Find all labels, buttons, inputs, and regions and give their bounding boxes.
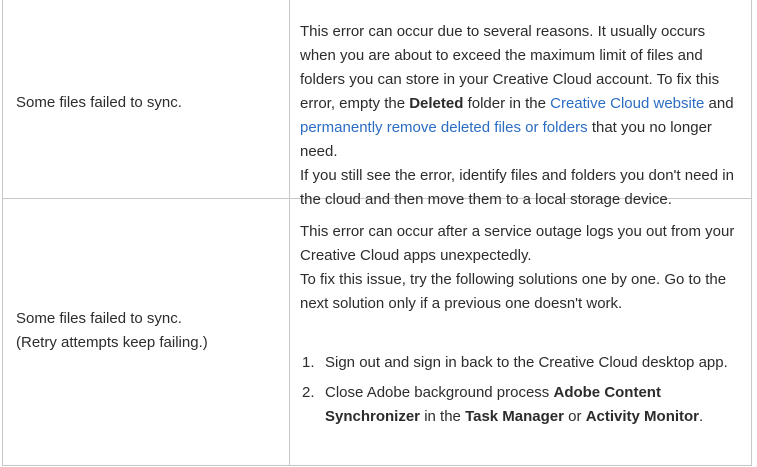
issue-cell	[3, 199, 290, 466]
spacer	[300, 316, 739, 351]
solution-paragraph: To fix this issue, try the following solutions one by one. Go to the next solution only if a previous one doesn't work.	[300, 271, 727, 312]
step-text-span: or	[564, 408, 586, 425]
solution-paragraph	[300, 20, 739, 164]
solution-paragraph: If you still see the error, identify files and folders you don't need in the cloud and then move them to a local storage device.	[300, 167, 734, 208]
troubleshooting-table	[2, 0, 752, 466]
solution-text	[290, 199, 751, 429]
deleted-folder-label: Deleted	[409, 95, 464, 112]
solution-steps-list	[300, 351, 739, 429]
table-row	[3, 0, 752, 199]
list-item	[302, 381, 739, 429]
task-manager-label: Task Manager	[465, 408, 564, 425]
step-text-span: in the	[420, 408, 466, 425]
solution-cell	[290, 199, 752, 466]
creative-cloud-website-link[interactable]: Creative Cloud website	[550, 95, 705, 112]
issue-line: Some files failed to sync.	[16, 310, 182, 327]
solution-text-span: This error can occur due to several reasons. It usually occurs when you are about to exceed the maximum limit of files and folders you can store in your Creative Cloud account. To fix this error, empty the	[300, 23, 720, 112]
solution-paragraph: This error can occur after a service outage logs you out from your Creative Cloud apps unexpectedly.	[300, 223, 735, 264]
solution-text-span: folder in the	[463, 95, 551, 112]
step-text	[325, 384, 703, 425]
step-text-span: Close Adobe background process	[325, 384, 554, 401]
table-row	[3, 199, 752, 466]
permanently-remove-deleted-files-link[interactable]: permanently remove deleted files or folders	[300, 119, 588, 136]
solution-text-span: that you no longer need.	[300, 119, 712, 160]
solution-text-span: and	[704, 95, 734, 112]
issue-text	[16, 307, 208, 355]
activity-monitor-label: Activity Monitor	[585, 408, 700, 425]
issue-text: Some files failed to sync.	[16, 94, 182, 111]
step-number: 1.	[302, 354, 315, 371]
issue-line: (Retry attempts keep failing.)	[16, 334, 208, 351]
step-text: Sign out and sign in back to the Creative Cloud desktop app.	[325, 354, 728, 371]
step-text-span: .	[699, 408, 704, 425]
step-number: 2.	[302, 384, 315, 401]
solution-text	[290, 0, 751, 212]
issue-cell	[3, 0, 290, 199]
solution-cell	[290, 0, 752, 208]
list-item	[302, 351, 739, 375]
process-name: Adobe Content Synchronizer	[325, 384, 661, 425]
